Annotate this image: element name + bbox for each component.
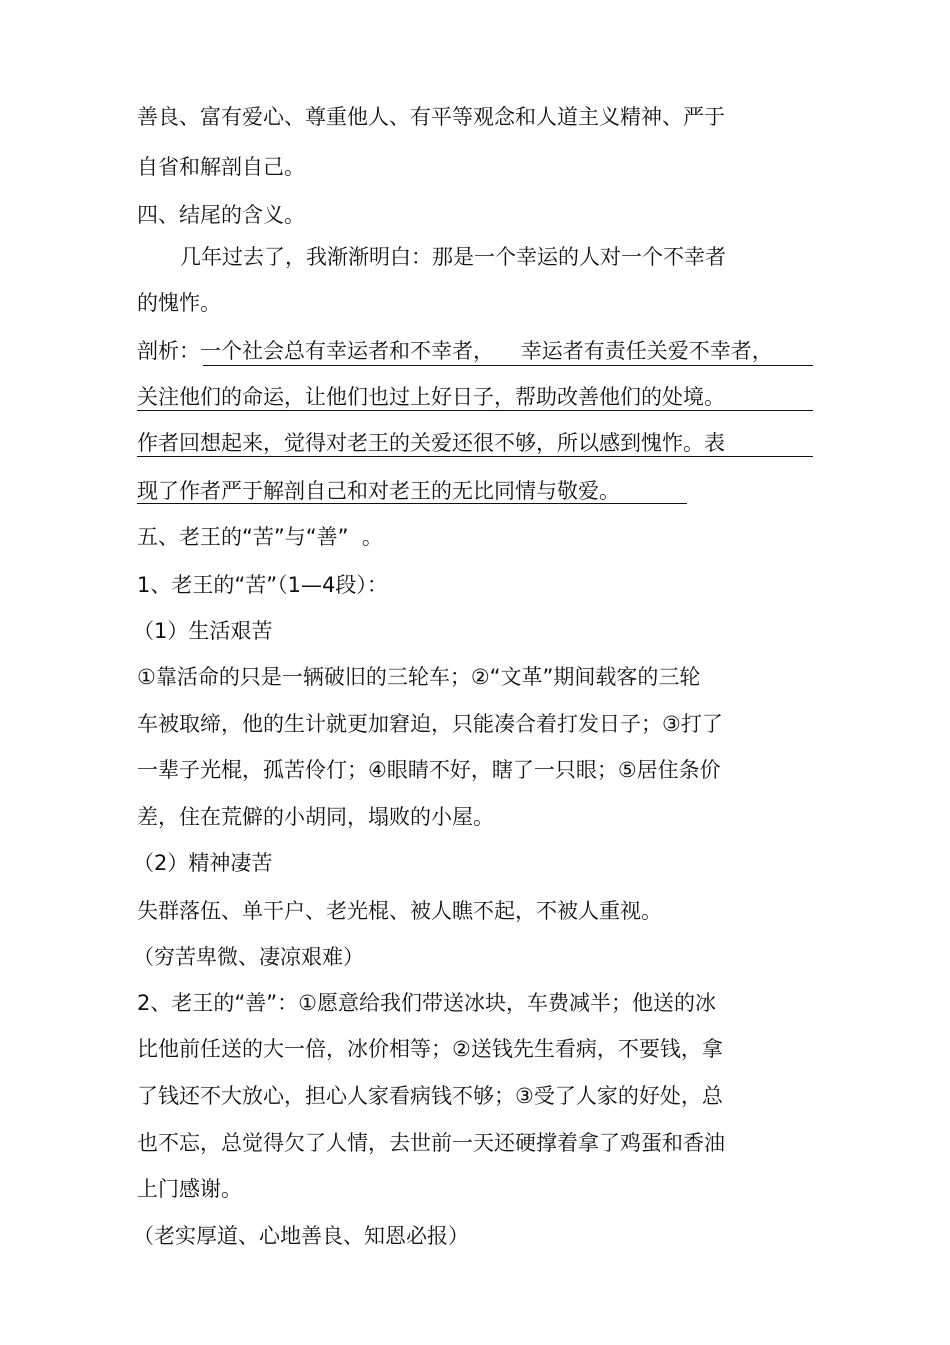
summary-hardship: （穷苦卑微、凄凉艰难） <box>133 945 364 969</box>
analysis-line-1: 剖析：一个社会总有幸运者和不幸者， 幸运者有责任关爱不幸者， <box>137 339 773 363</box>
text-line-hardship-3: 一辈子光棍，孤苦伶仃；④眼睛不好，瞎了一只眼；⑤居住条价 <box>137 758 721 782</box>
analysis-line-2: 关注他们的命运，让他们也过上好日子，帮助改善他们的处境。 <box>137 385 725 409</box>
underline <box>137 503 687 504</box>
analysis-line-4: 现了作者严于解剖自己和对老王的无比同情与敬爱。 <box>137 479 620 503</box>
text-line-2: 自省和解剖自己。 <box>137 155 305 179</box>
text-line-hardship-2: 车被取缔，他的生计就更加窘迫，只能凑合着打发日子；③打了 <box>137 712 723 736</box>
subheading-1-2: （2）精神凄苦 <box>133 851 273 875</box>
section-heading-4: 四、结尾的含义。 <box>137 203 305 227</box>
underline <box>137 410 813 411</box>
text-line-kindness-1: 比他前任送的大一倍，冰价相等；②送钱先生看病，不要钱，拿 <box>137 1037 723 1061</box>
section-heading-5: 五、老王的“苦”与“善” 。 <box>137 525 383 549</box>
analysis-line-3: 作者回想起来，觉得对老王的关爱还很不够，所以感到愧怍。表 <box>137 431 725 455</box>
underline <box>203 365 813 366</box>
quote-line-1: 几年过去了，我渐渐明白：那是一个幸运的人对一个不幸者 <box>180 245 726 269</box>
text-line-kindness-4: 上门感谢。 <box>137 1177 242 1201</box>
subheading-1-1: （1）生活艰苦 <box>133 619 273 643</box>
text-line-kindness-2: 了钱还不大放心，担心人家看病钱不够；③受了人家的好处，总 <box>137 1084 723 1108</box>
subheading-1: 1、老王的“苦”（1—4段）： <box>137 573 388 597</box>
text-line-hardship-1: ①靠活命的只是一辆破旧的三轮车；②“文革”期间载客的三轮 <box>137 665 701 689</box>
subheading-2: 2、老王的“善”：①愿意给我们带送冰块，车费减半；他送的冰 <box>137 991 716 1015</box>
text-line-kindness-3: 也不忘，总觉得欠了人情，去世前一天还硬撑着拿了鸡蛋和香油 <box>137 1131 725 1155</box>
summary-kindness: （老实厚道、心地善良、知恩必报） <box>133 1224 469 1248</box>
text-line-1: 善良、富有爱心、尊重他人、有平等观念和人道主义精神、严于 <box>137 105 725 129</box>
quote-line-2: 的愧怍。 <box>137 291 221 315</box>
text-line-spirit: 失群落伍、单干户、老光棍、被人瞧不起，不被人重视。 <box>137 899 662 923</box>
text-line-hardship-4: 差，住在荒僻的小胡同，塌败的小屋。 <box>137 805 494 829</box>
underline <box>137 456 813 457</box>
